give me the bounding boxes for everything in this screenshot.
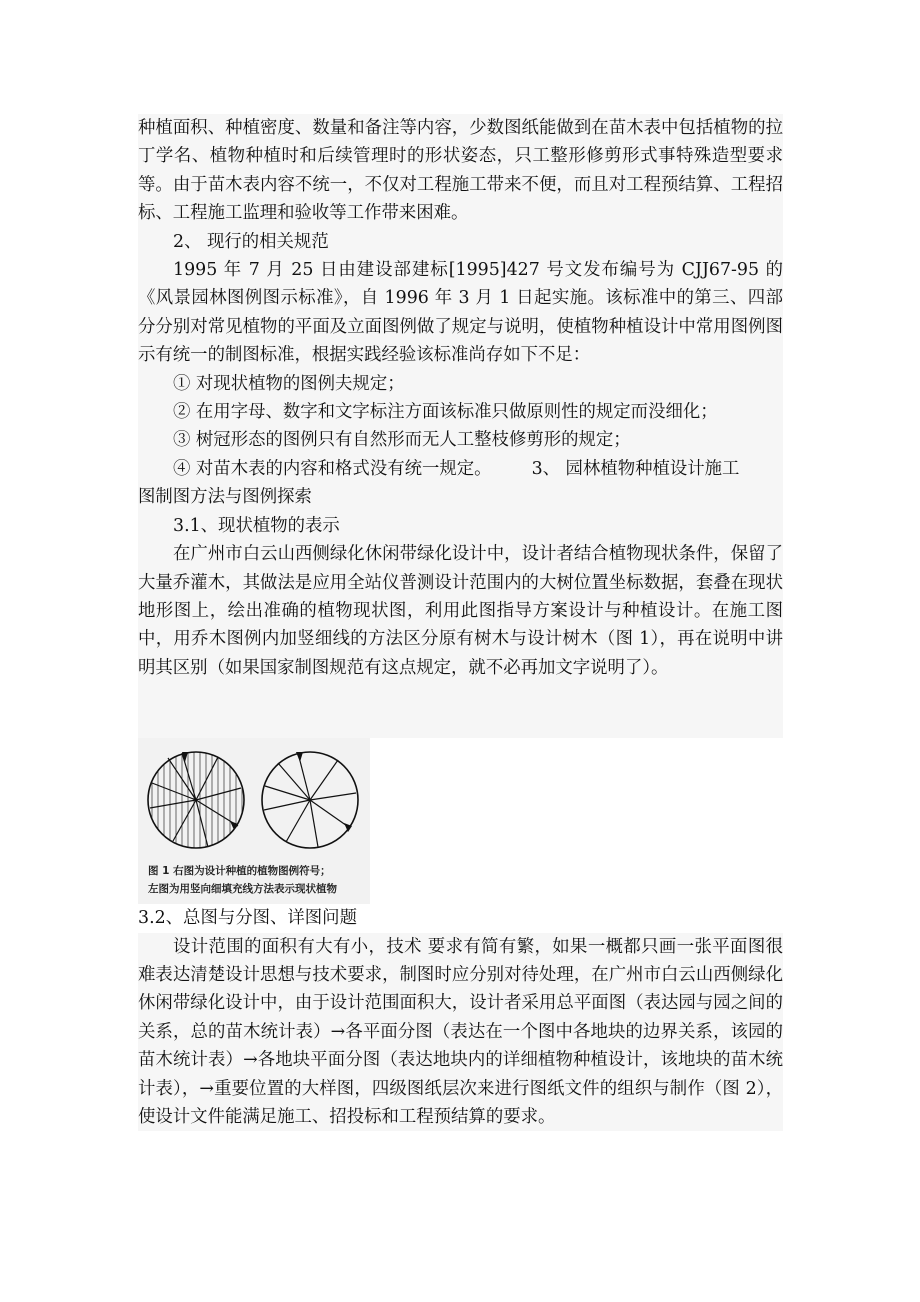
- paragraph-4: 设计范围的面积有大有小，技术 要求有简有繁，如果一概都只画一张平面图很难表达清楚设计思想与技术要求，制图时应分别对待处理，在广州市白云山西侧绿化休闲带绿化设计中，由于设计范围面积大，设计者采用总平面图（表达园与园之间的关系，总的苗木统计表）→各平面分图（表达在一个图中各地块的边界关系，该园的苗木统计表）→各地块平面分图（表达地块内的详细植物种植设计，该地块的苗木统计表），→重要位置的大样图，四级图纸层次来进行图纸文件的组织与制作（图 2），使设计文件能满足施工、招投标和工程预结算的要求。: [138, 936, 783, 1127]
- heading-3-continuation: 图制图方法与图例探索: [138, 487, 312, 508]
- heading-3-2: 3.2、总图与分图、详图问题: [138, 908, 357, 929]
- blank-space: [138, 682, 783, 738]
- paragraph-3: 在广州市白云山西侧绿化休闲带绿化设计中，设计者结合植物现状条件，保留了大量乔灌木，其做法是应用全站仪普测设计范围内的大树位置坐标数据，套叠在现状地形图上，绘出准确的植物现状图，利用此图指导方案设计与种植设计。在施工图中，用乔木图例内加竖细线的方法区分原有树木与设计树木（图 1），再在说明中讲明其区别（如果国家制图规范有这点规定，就不必再加文字说明了）。: [138, 544, 783, 678]
- text-block-lower-shaded: [138, 933, 783, 1132]
- designed-tree-symbol: [262, 752, 358, 848]
- list-item: ④ 对苗木表的内容和格式没有统一规定。: [173, 458, 492, 479]
- heading-2: 2、 现行的相关规范: [173, 231, 329, 252]
- figure-1: [138, 738, 783, 904]
- list-item: ② 在用字母、数字和文字标注方面该标准只做原则性的规定而没细化；: [173, 402, 718, 423]
- figure-1-image: [138, 738, 370, 904]
- heading-3: 3、 园林植物种植设计施工: [531, 458, 740, 479]
- list-item: ③ 树冠形态的图例只有自然形而无人工整枝修剪形的规定；: [173, 430, 631, 451]
- tree-symbol-drawing: [138, 738, 370, 904]
- figure-caption-line-1: 图 1 右图为设计种植的植物图例符号；: [148, 865, 331, 878]
- heading-3-1: 3.1、现状植物的表示: [173, 515, 340, 536]
- text-block-upper: [138, 114, 783, 738]
- figure-caption-line-2: 左图为用竖向细填充线方法表示现状植物: [148, 883, 337, 896]
- paragraph-2: 1995 年 7 月 25 日由建设部建标[1995]427 号文发布编号为 CJJ67-95 的《风景园林图例图示标准》，自 1996 年 3 月 1 日起实施。该标准中的第三、四部分分别对常见植物的平面及立面图例做了规定与说明，使植物种植设计中常用图例图示有统一的制图标准，根据实践经验该标准尚存如下不足：: [138, 260, 783, 366]
- list-item-4-with-heading-3: [138, 455, 783, 483]
- text-block-lower: [138, 904, 783, 1131]
- paragraph-1: 种植面积、种植密度、数量和备注等内容，少数图纸能做到在苗木表中包括植物的拉丁学名、植物种植时和后续管理时的形状姿态，只工整形修剪形式事特殊造型要求等。由于苗木表内容不统一，不仅对工程施工带来不便，而且对工程预结算、工程招标、工程施工监理和验收等工作带来困难。: [138, 118, 783, 224]
- existing-tree-symbol: [148, 748, 244, 853]
- list-item: ① 对现状植物的图例夫规定；: [173, 373, 405, 394]
- document-page: [138, 114, 783, 1131]
